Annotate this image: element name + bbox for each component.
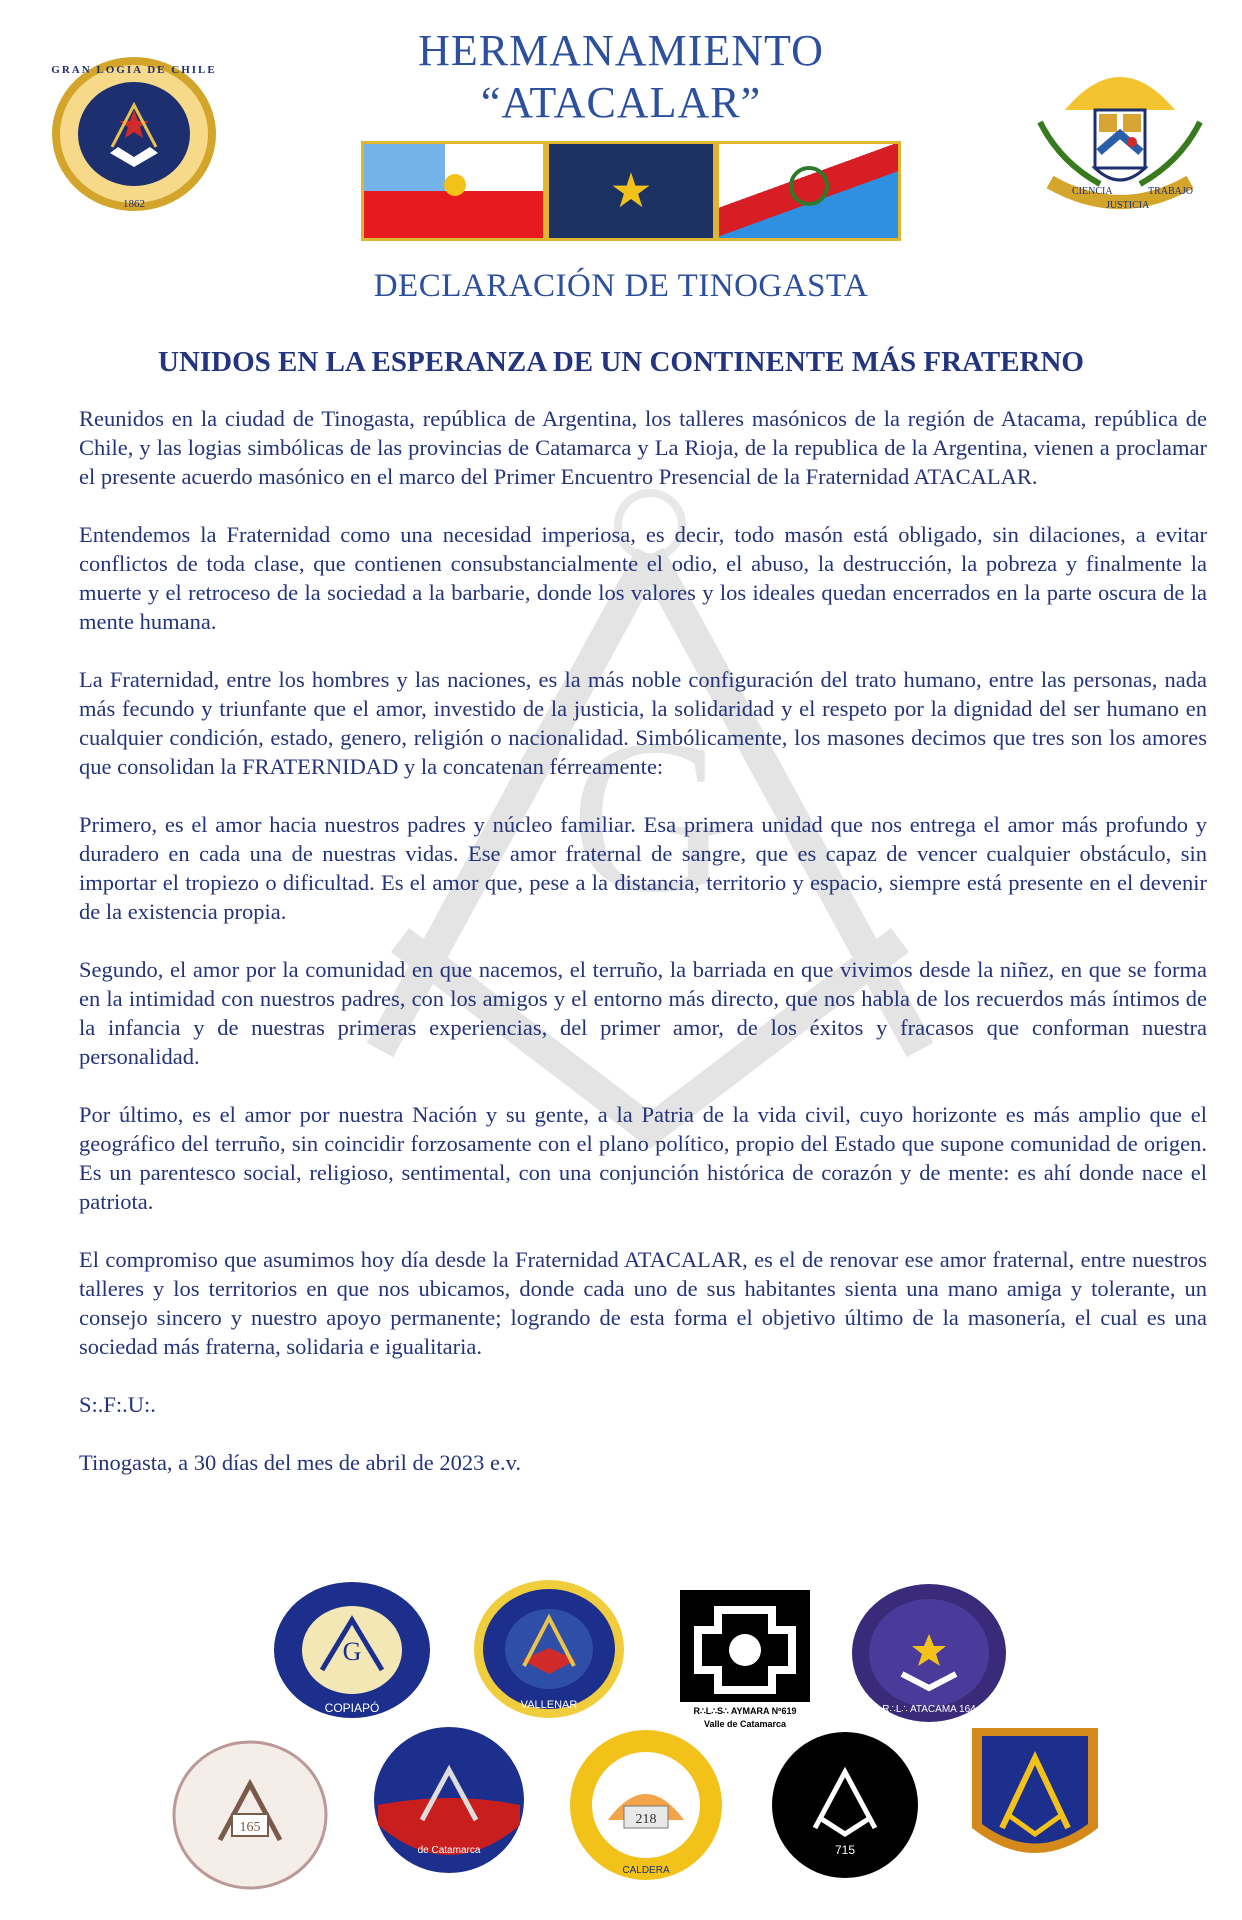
paragraph-6: Por último, es el amor por nuestra Nación y su gente, a la Patria de la vida civil, cuyo horizonte es más amplio que el geográfico del terruño, sin coincidir forzosamente con el plano político, propio del Estado que supone comunidad de origen. Es un parentesco social, religioso, sentimental, con una conjunción histórica de corazón y de mente: es ahí donde nace el patriota. [79, 1102, 1207, 1214]
atacama-flag [546, 141, 716, 241]
seal-6-label: de Catamarca [417, 1845, 481, 1856]
seal-4-label: R∴L∴ ATACAMA 164 [882, 1704, 976, 1715]
headline: UNIDOS EN LA ESPERANZA DE UN CONTINENTE MÁS FRATERNO [158, 346, 1084, 378]
seal-vallenar [472, 1578, 626, 1720]
motto-word-1: CIENCIA [1072, 186, 1113, 197]
svg-text:G: G [570, 694, 730, 938]
paragraph-2: Entendemos la Fraternidad como una necesidad imperiosa, es decir, todo masón está obligado, sin dilaciones, a evitar conflictos de toda clase, que contienen consubstancialmente el odio, el abuso, la destrucción, la pobreza y finalmente la muerte y el retroceso de la sociedad a la barbarie, donde los valores y los ideales quedan encerrados en la parte oscura de la mente humana. [79, 522, 1207, 634]
paragraph-4: Primero, es el amor hacia nuestros padres y núcleo familiar. Esa primera unidad que nos entrega el amor más profundo y duradero en cada una de nuestras vidas. Ese amor fraternal de sangre, que es capaz de vencer cualquier obstáculo, sin importar el tropiezo o dificultad. Es el amor que, pese a la distancia, territorio y espacio, siempre está presente en el devenir de la existencia propia. [79, 812, 1207, 924]
catamarca-flag [361, 141, 546, 241]
seal-orange-lodge [962, 1718, 1108, 1878]
paragraph-3: La Fraternidad, entre los hombres y las naciones, es la más noble configuración del trato humano, entre las personas, nada más fecundo y triunfante que el amor, investido de la justicia, la solidaridad y el respeto por la dignidad del ser humano en cualquier condición, estado, genero, religión o nacionalidad. Simbólicamente, los masones decimos que tres son los amores que consolidan la FRATERNIDAD y la concatenan férreamente: [79, 667, 1207, 779]
seal-3-sublabel: Valle de Catamarca [703, 1719, 787, 1729]
seal-orden-union-valor [372, 1725, 526, 1875]
motto-word-3: TRABAJO [1148, 186, 1194, 197]
seal-5-number: 165 [239, 1820, 261, 1835]
paragraph-5: Segundo, el amor por la comunidad en que nacemos, el terruño, la barriada en que vivimos desde la niñez, en que se forma en la intimidad con nuestros padres, con los amigos y el entorno más directo, que nos habla de los recuerdos más íntimos de la infancia y de nuestras primeras experiencias, del primer amor, de los éxitos y fracasos que conforman nuestra personalidad. [79, 957, 1207, 1069]
seal-8-number: 715 [834, 1843, 856, 1857]
seal-7-number: 218 [635, 1812, 657, 1827]
flags-row [361, 141, 901, 241]
seal-aymara [678, 1590, 812, 1730]
title-line-1: HERMANAMIENTO [418, 26, 824, 75]
seal-7-label: CALDERA [622, 1865, 670, 1876]
title-line-2: “ATACALAR” [480, 78, 762, 127]
logo-ring-text: GRAN LOGIA DE CHILE [51, 64, 217, 76]
document-body [79, 404, 1207, 1506]
declaration-title: DECLARACIÓN DE TINOGASTA [373, 268, 869, 304]
sun-emblem-icon [444, 174, 466, 196]
laurel-emblem-icon [789, 166, 829, 206]
closing-abbrev: S:.F:.U:. [79, 1392, 156, 1417]
logo-year: 1862 [123, 198, 145, 210]
paragraph-7: El compromiso que asumimos hoy día desde la Fraternidad ATACALAR, es el de renovar ese amor fraternal, entre nuestros talleres y los territorios en que nos ubicamos, donde cada uno de sus habitantes sienta una mano amiga y tolerante, un consejo sincero y nuestro apoyo permanente; logrando de esta forma el objetivo último de la masonería, el cual es una sociedad más fraterna, solidaria e igualitaria. [79, 1247, 1207, 1359]
seal-cadena-fraternal [568, 1728, 724, 1882]
star-icon: ★ [609, 163, 653, 219]
place-date: Tinogasta, a 30 días del mes de abril de 2023 e.v. [79, 1450, 522, 1475]
seal-orden-y-libertad [272, 1580, 432, 1720]
seal-3-label: R∴L∴S∴ AYMARA Nº619 [693, 1706, 797, 1716]
la-rioja-flag [716, 141, 901, 241]
svg-text:G: G [342, 1637, 362, 1666]
motto-word-2: JUSTICIA [1106, 200, 1150, 211]
seal-javier-vicente-peralta [770, 1730, 920, 1880]
seal-rafael-valdes [172, 1740, 328, 1890]
seal-atacama-164 [850, 1582, 1008, 1724]
paragraph-1: Reunidos en la ciudad de Tinogasta, república de Argentina, los talleres masónicos de la región de Atacama, república de Chile, y las logias simbólicas de las provincias de Catamarca y La Rioja, de la republica de la Argentina, vienen a proclamar el presente acuerdo masónico en el marco del Primer Encuentro Presencial de la Fraternidad ATACALAR. [79, 406, 1207, 489]
seal-1-label: COPIAPÓ [324, 1701, 380, 1715]
seal-2-label: VALLENAR [520, 1699, 578, 1711]
